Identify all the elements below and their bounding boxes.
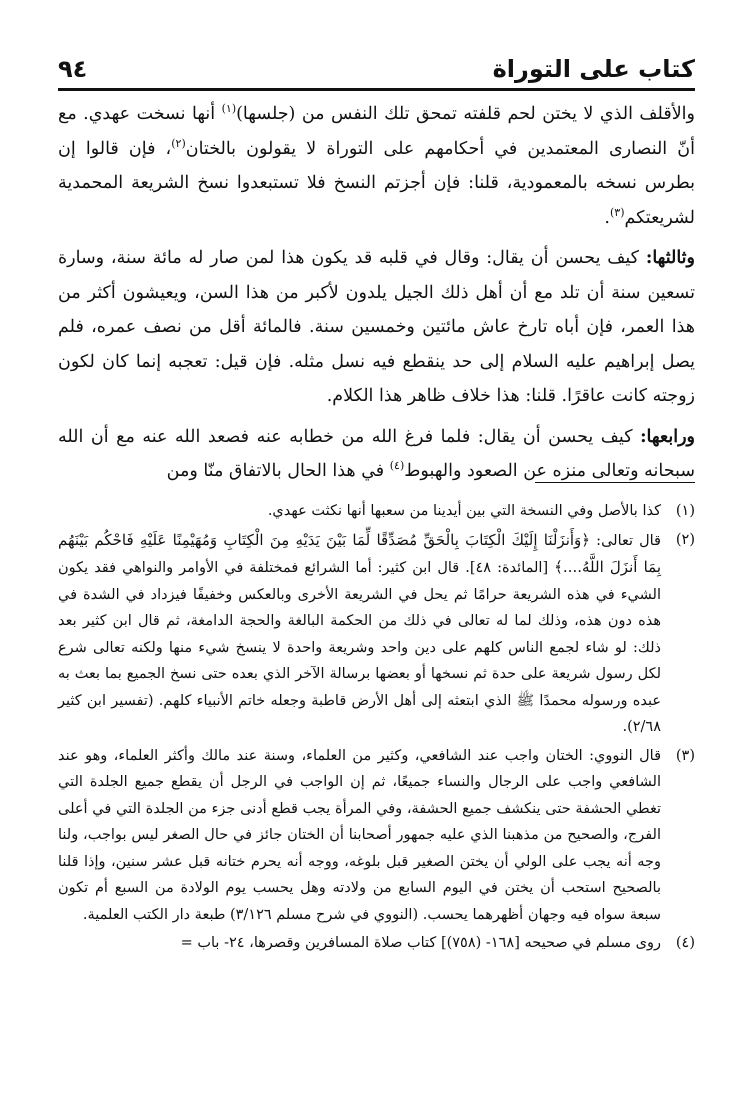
footnote-ref-1: (١) bbox=[221, 102, 237, 116]
paragraph-1-text-d: . bbox=[604, 207, 610, 228]
footnote-1-text: كذا بالأصل وفي النسخة التي بين أيدينا من سعبها أنها نكثت عهدي. bbox=[267, 503, 661, 519]
footnote-3-text: قال النووي: الختان واجب عند الشافعي، وكثير من العلماء، وسنة عند مالك وأكثر العلماء، وهو عند الشافعي واجب على الرجال والنساء جميعًا، ثم إن الواجب في الرجل أن يقطع جميع الجلدة التي تغطي الحشفة حتى ينكشف جميع الحشفة، وفي المرأة يجب قطع أدنى جزء من الجلدة التي في أعلى الفرج، والصحيح من مذهبنا الذي عليه جمهور أصحابنا أن الختان جائز في حال الصغر ليس بواجب، ولنا وجه أنه يجب على الولي أن يختن الصغير قبل بلوغه، ووجه أنه يحرم ختانه قبل عشر سنين، وإذا قلنا بالصحيح استحب أن يختن في اليوم السابع من ولادته وهل يحسب يوم الولادة من السبع أم تكون سبعة سواه فيه وجهان أظهرهما يحسب. (النووي في شرح مسلم ٣/١٢٦) طبعة دار الكتب العلمية. bbox=[58, 747, 661, 923]
footnote-4 bbox=[58, 930, 695, 957]
footnote-4-text: روى مسلم في صحيحه [١٦٨- (٧٥٨)] كتاب صلاة المسافرين وقصرها، ٢٤- باب = bbox=[180, 935, 661, 951]
paragraph-3-lead: ورابعها: bbox=[640, 426, 695, 447]
running-title: كتاب على التوراة bbox=[492, 55, 695, 83]
footnote-2-text-a: قال تعالى: bbox=[590, 532, 661, 549]
paragraph-3-text-b: في هذا الحال بالاتفاق منّا ومن bbox=[166, 461, 390, 481]
book-page bbox=[58, 40, 695, 1080]
footnotes bbox=[58, 498, 695, 957]
footnote-2-body bbox=[58, 527, 661, 741]
paragraph-1-text-a: والأقلف الذي لا يختن لحم قلفته تمحق تلك النفس من (جلسها) bbox=[236, 104, 695, 124]
paragraph-2-lead: وثالثها: bbox=[645, 248, 695, 268]
footnote-3-number: (٣) bbox=[675, 747, 695, 764]
footnote-3 bbox=[58, 743, 695, 929]
footnote-1-number: (١) bbox=[675, 503, 695, 519]
footnote-4-number: (٤) bbox=[675, 935, 695, 951]
footnote-2-quran-verse: ﴿وَأَنزَلْنَا إِلَيْكَ الْكِتَابَ بِالْحَقِّ مُصَدِّقًا لِّمَا بَيْنَ يَدَيْهِ مِنَ الْكِتَابِ وَمُهَيْمِنًا عَلَيْهِ فَاحْكُم بَيْنَهُم بِمَا أَنزَلَ اللَّهُ....﴾ bbox=[58, 530, 662, 576]
paragraph-1 bbox=[58, 97, 695, 235]
footnote-ref-2: (٢) bbox=[171, 136, 186, 150]
footnote-1 bbox=[58, 498, 695, 525]
footnote-2 bbox=[58, 527, 695, 741]
paragraph-2-text: كيف يحسن أن يقال: وقال في قلبه قد يكون هذا لمن صار له مائة سنة، وسارة تسعين سنة أن تلد مع أن أهل ذلك الجيل يلدون لأكبر من هذا السن، ويعيشون أكثر من هذا العمر، فإن أباه تارخ عاش مائتين وخمسين سنة. فالمائة أقل من نصف عمره، فلم يصل إبراهيم عليه السلام إلى حد ينقطع فيه نسل مثله. فإن قيل: تعجبه إنما كان لكون زوجته كانت عاقرًا. قلنا: هذا خلاف ظاهر هذا الكلام. bbox=[58, 248, 695, 406]
paragraph-3 bbox=[58, 420, 695, 489]
paragraph-1-text-b: أنها نسخت عهدي. مع أنّ النصارى المعتمدين في أحكامهم على التوراة لا يقولون بالختان bbox=[58, 104, 695, 159]
paragraph-2 bbox=[58, 241, 695, 414]
main-text bbox=[58, 97, 695, 489]
paragraph-3-text-a: كيف يحسن أن يقال: فلما فرغ الله من خطابه عنه فصعد الله عنه مع أن الله سبحانه وتعالى منزه عن الصعود والهبوط bbox=[58, 426, 695, 481]
footnote-2-number: (٢) bbox=[675, 531, 695, 548]
footnote-ref-3: (٣) bbox=[609, 205, 625, 219]
footnote-2-text-b: [المائدة: ٤٨]. قال ابن كثير: أما الشرائع فمختلفة في الأوامر والنواهي فقد يكون الشيء في هذه الشريعة حرامًا ثم يحل في الشريعة الأخرى وبالعكس وخفيفًا فيزداد في الشدة في هذه دون هذه، وذلك لما له تعالى في ذلك من الحكمة البالغة والحجة الدامغة، ثم قال ابن كثير بعد ذلك: لو شاء لجمع الناس كلهم على دين واحد وشريعة واحدة لا ينسخ شيء منها ولكنه تعالى شرع لكل رسول شريعة على حدة ثم نسخها أو بعضها برسالة الآخر الذي بعده حتى نسخ الجميع بما بعث به عبده ورسوله محمدًا ﷺ الذي ابتعثه إلى أهل الأرض قاطبة وجعله خاتم الأنبياء كلهم. (تفسير ابن كثير ٢/٦٨). bbox=[58, 560, 662, 735]
page-number: ٩٤ bbox=[58, 55, 88, 83]
footnote-separator bbox=[535, 482, 695, 483]
header-rule bbox=[58, 88, 695, 91]
paragraph-1-text-c: ، فإن قالوا إن بطرس نسخه بالمعمودية، قلنا: فإن أجزتم النسخ فلا تستبعدوا نسخ الشريعة المحمدية لشريعتكم bbox=[58, 138, 695, 228]
footnote-ref-4: (٤) bbox=[389, 459, 405, 473]
page-header bbox=[58, 40, 695, 84]
